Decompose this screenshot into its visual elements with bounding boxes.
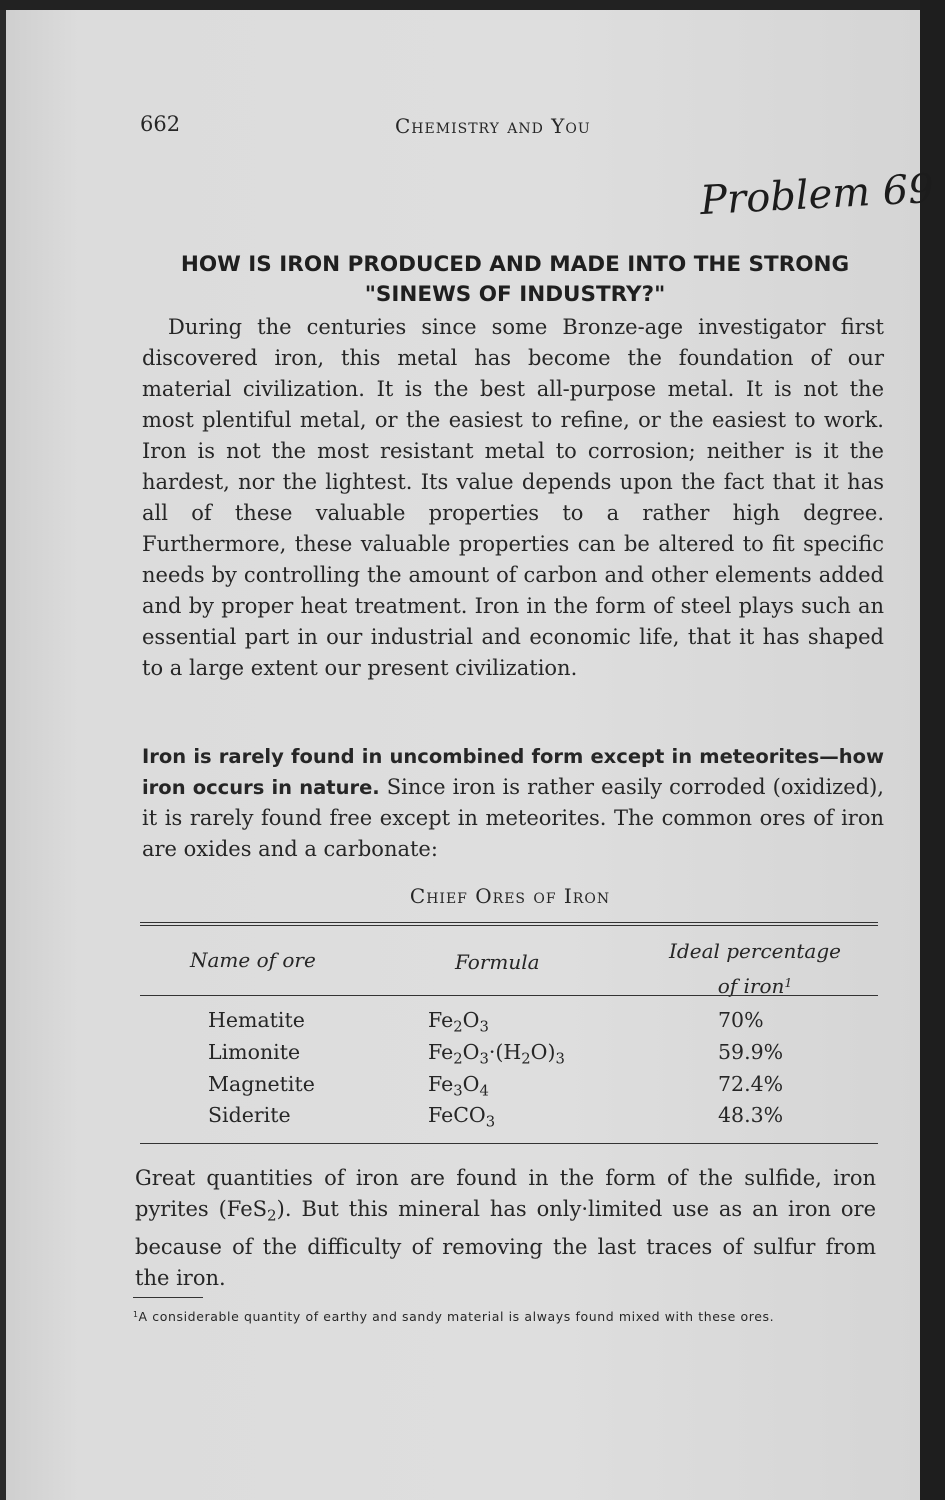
footnote-text: A considerable quantity of earthy and sandy material is always found mixed with these ores.	[138, 1308, 775, 1324]
ore-formula: FeCO$_3$	[428, 1103, 496, 1131]
ore-name: Magnetite	[208, 1072, 315, 1096]
running-head: Chemistry and You	[395, 114, 591, 138]
column-header-formula: Formula	[455, 950, 540, 974]
table-header-rule	[140, 995, 878, 996]
intro-paragraph: During the centuries since some Bronze-age investigator first discovered iron, this metal has become the foundation of our material civilization. It is the best all-purpose metal. It is not the most plentiful metal, or the easiest to refine, or the easiest to work. Iron is not the most resistant metal to corrosion; neither is it the hardest, nor the lightest. Its value depends upon the fact that it has all of these valuable properties to a rather high degree. Furthermore, these valuable properties can be altered to fit specific needs by controlling the amount of carbon and other elements added and by proper heat treatment. Iron in the form of steel plays such an essential part in our industrial and economic life, that it has shaped to a large extent our present civilization.	[142, 315, 884, 680]
handwritten-problem-label: Problem 69	[698, 165, 935, 225]
ore-formula: $Fe_3O_4$	[428, 1072, 489, 1100]
table-row	[0, 1040, 945, 1072]
page-header	[140, 112, 890, 142]
section-title-line2: "SINEWS OF INDUSTRY?"	[364, 282, 666, 307]
table-bottom-rule	[140, 1143, 878, 1144]
ore-name: Limonite	[208, 1040, 301, 1064]
ore-name: Siderite	[208, 1103, 291, 1127]
page-number: 662	[140, 112, 181, 136]
paragraph-lead-heading: Iron is rarely found in uncombined form except in meteorites—how iron occurs in nature.	[142, 745, 884, 799]
ore-iron-percentage: 59.9%	[718, 1040, 784, 1064]
scan-top-edge	[0, 0, 945, 10]
footnote-number: 1	[133, 1310, 139, 1319]
ore-iron-percentage: 72.4%	[718, 1072, 784, 1096]
ore-formula: $Fe_2O_3$	[428, 1008, 489, 1036]
footnote-marker: 1	[784, 975, 793, 990]
column-header-percentage-line2: of iron$^1$	[717, 974, 793, 999]
table-caption: Chief Ores of Iron	[409, 884, 611, 908]
book-binding-edge	[920, 0, 945, 1500]
table-top-rule	[140, 922, 878, 926]
table-row	[0, 1072, 945, 1104]
column-header-percentage	[630, 935, 880, 1002]
table-row	[0, 1103, 945, 1135]
footnote-rule	[133, 1297, 203, 1298]
ore-iron-percentage: 48.3%	[718, 1103, 784, 1127]
ore-name: Hematite	[208, 1008, 305, 1032]
ore-formula: $Fe_2O_3\cdot(H_2O)_3$	[428, 1040, 565, 1068]
section-title-line1: HOW IS IRON PRODUCED AND MADE INTO THE STRONG	[180, 252, 850, 277]
footnote	[133, 1306, 871, 1325]
occurrence-paragraph-body: Since iron is rather easily corroded (oxidized), it is rarely found free except in meteorites. The common ores of iron are oxides and a carbonate:	[142, 775, 884, 861]
occurrence-paragraph	[142, 741, 884, 865]
table-row	[0, 1008, 945, 1040]
ore-iron-percentage: 70%	[718, 1008, 764, 1032]
section-title	[140, 250, 890, 310]
column-header-name: Name of ore	[190, 948, 316, 972]
pyrites-paragraph: Great quantities of iron are found in the form of the sulfide, iron pyrites (FeS$_2$). But this mineral has only·limited use as an iron ore because of the difficulty of removing the last traces of sulfur from the iron.	[135, 1166, 876, 1290]
column-header-percentage-line1: Ideal percentage	[669, 939, 841, 963]
